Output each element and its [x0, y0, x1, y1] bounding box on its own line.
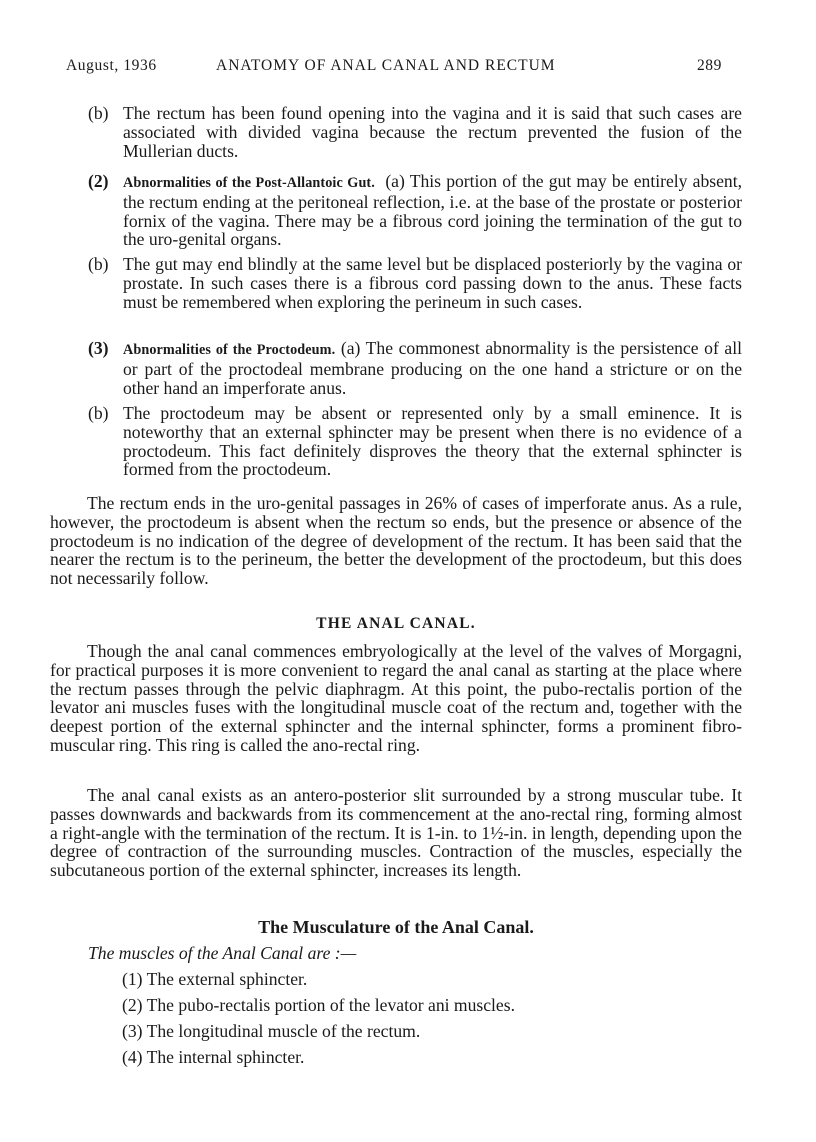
paragraph-anal-canal-shape: The anal canal exists as an antero-posterior slit surrounded by a strong muscular tube. It passes downwards and backwards from its commencement at the ano-rectal ring, forming almost a right-angle with the termination of the rectum. It is 1-in. to 1½-in. in length, depending upon the degree of contraction of the surrounding muscles. Contraction of the muscles, especially the subcutaneous portion of the external sphincter, increases its length.: [50, 785, 742, 881]
item-text: The rectum has been found opening into the vagina and it is said that such cases are associated with divided vagina because the rectum prevented the fusion of the Mullerian ducts.: [123, 103, 742, 161]
list-item-number: (2): [122, 995, 143, 1015]
list-item-number: (4): [122, 1047, 143, 1067]
item-heading: Abnormalities of the Proctodeum.: [123, 342, 336, 358]
list-item-text: The internal sphincter.: [146, 1047, 305, 1067]
item-body: (a) This portion of the gut may be entirely absent, the rectum ending at the peritoneal reflection, i.e. at the base of the prostate or posterior fornix of the vagina. There may be a fibrous cord joining the termination of the gut to the uro-genital organs.: [123, 171, 742, 250]
list-item-text: The external sphincter.: [146, 969, 308, 989]
item-text: The proctodeum may be absent or represented only by a small eminence. It is noteworthy that an external sphincter may be present when there is no evidence of a proctodeum. This fact definitely disproves the theory that the external sphincter is formed from the proctodeum.: [123, 403, 742, 480]
item-3-proctodeum: [88, 339, 742, 397]
item-text: [123, 172, 742, 249]
subsection-heading-musculature: The Musculature of the Anal Canal.: [258, 917, 534, 937]
item-body: (a) The commonest abnormality is the persistence of all or part of the proctodeal membrane producing on the one hand a stricture or on the other hand an imperforate anus.: [123, 338, 742, 398]
paragraph-anal-canal-start: Though the anal canal commences embryologically at the level of the valves of Morgagni, for practical purposes it is more convenient to regard the anal canal as starting at the place where the rectum passes through the pelvic diaphragm. At this point, the pubo-rectalis portion of the levator ani muscles fuses with the longitudinal muscle coat of the rectum and, together with the deepest portion of the external sphincter and the internal sphincter, forms a prominent fibro-muscular ring. This ring is called the ano-rectal ring.: [50, 641, 742, 755]
issue-date: August, 1936: [66, 57, 157, 74]
page-number: 289: [696, 57, 722, 74]
item-label: (3): [88, 338, 109, 358]
item-label: (b): [88, 254, 109, 274]
item-b-rectum-vagina: [88, 104, 742, 160]
list-item: [122, 1047, 515, 1073]
item-text: [123, 339, 742, 397]
item-text: The gut may end blindly at the same level but be displaced posteriorly by the vagina or prostate. In such cases there is a fibrous cord passing down to the anus. These facts must be remembered when exploring the perineum in such cases.: [123, 254, 742, 312]
item-label: (b): [88, 103, 109, 123]
paragraph-imperforate-anus: The rectum ends in the uro-genital passages in 26% of cases of imperforate anus. As a rule, however, the proctodeum is absent when the rectum so ends, but the presence or absence of the proctodeum is no indication of the degree of development of the rectum. It has been said that the nearer the rectum is to the perineum, the better the development of the proctodeum, but this does not necessarily follow.: [50, 493, 742, 589]
muscles-intro: The muscles of the Anal Canal are :—: [88, 943, 357, 963]
item-label: (b): [88, 403, 109, 423]
list-item-text: The pubo-rectalis portion of the levator ani muscles.: [146, 995, 515, 1015]
list-item: [122, 969, 515, 995]
list-item: [122, 995, 515, 1021]
item-2-post-allantoic: [88, 172, 742, 249]
section-heading-anal-canal: THE ANAL CANAL.: [316, 615, 476, 632]
running-header: [66, 57, 726, 79]
list-item-number: (3): [122, 1021, 143, 1041]
list-item-number: (1): [122, 969, 143, 989]
item-b-gut-blind: [88, 255, 742, 311]
list-item-text: The longitudinal muscle of the rectum.: [146, 1021, 421, 1041]
list-item: [122, 1021, 515, 1047]
item-label: (2): [88, 171, 109, 191]
item-b-proctodeum-absent: [88, 404, 742, 479]
item-heading: Abnormalities of the Post-Allantoic Gut.: [123, 175, 375, 191]
running-title: ANATOMY OF ANAL CANAL AND RECTUM: [216, 57, 556, 74]
muscle-list: [122, 969, 515, 1073]
